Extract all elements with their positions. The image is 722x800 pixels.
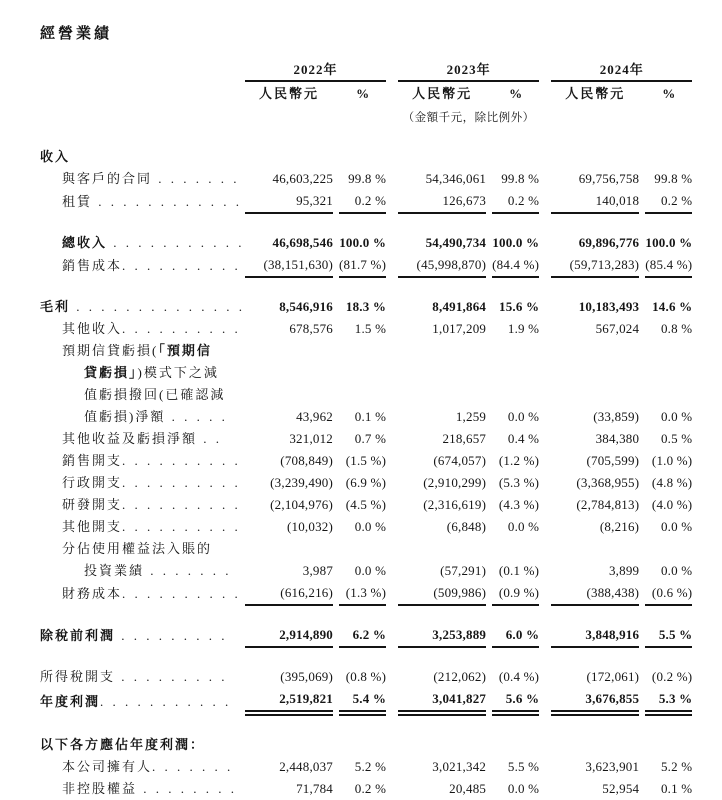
value-cell: 52,954 [602,781,640,796]
dot-leader: . . . . . . . . . . [122,586,241,601]
row-label [40,384,692,406]
value-cell: (38,151,630) [245,254,333,277]
label-text: 收入 [40,149,71,164]
group-gap [386,168,398,190]
label-text: 非控股權益 [62,781,138,796]
percent-cell: (0.8 %) [345,669,387,684]
label-text: 值虧損)淨額 [84,409,166,424]
spacer-row [40,128,692,146]
percent-cell: 15.6 % [499,299,540,314]
value-cell: (395,069) [280,669,334,684]
group-gap [539,406,551,428]
value-cell: (708,849) [280,453,334,468]
value-cell: (57,291) [440,563,487,578]
value-cell: (10,032) [287,519,334,534]
percent-cell: 0.0 % [507,781,540,796]
value-cell: (2,104,976) [270,497,334,512]
dot-leader: . . . . . . . . . [115,628,228,643]
row-label [40,318,245,340]
group-gap [539,494,551,516]
percent-cell: 99.8 % [501,171,540,186]
units-note: （金額千元，除比例外） [402,112,535,124]
table-row [40,516,692,538]
label-text: 其他收入 [62,321,123,336]
group-gap [386,756,398,778]
value-cell: 2,519,821 [245,688,333,713]
year-header-row [40,59,692,81]
percent-cell: (84.4 %) [492,254,539,277]
table-row [40,472,692,494]
value-cell: 10,183,493 [578,299,640,314]
value-cell: 678,576 [289,321,334,336]
label-text: 研發開支 [62,497,123,512]
group-gap [386,406,398,428]
percent-cell: (4.0 %) [651,497,693,512]
dot-leader: . . . . . . . . . . . . . . [70,299,246,314]
percent-cell: 0.7 % [354,431,387,446]
dot-leader: . . [197,431,223,446]
table-row [40,362,692,384]
row-label [40,516,245,538]
percent-cell: 5.4 % [339,688,386,713]
row-label [40,254,245,277]
percent-cell: (1.3 %) [339,582,386,605]
group-gap [539,428,551,450]
group-gap [386,778,398,800]
dot-leader: . . . . . . . . . . [122,497,241,512]
percent-cell: 6.0 % [492,624,539,647]
dot-leader: . . . . . . . . . [115,669,228,684]
row-label [40,340,692,362]
percent-cell: 14.6 % [652,299,693,314]
spacer-row [40,605,692,624]
group-gap [539,516,551,538]
percent-cell: 100.0 % [339,235,387,250]
table-row [40,146,692,168]
spacer-cell [40,128,692,146]
percent-cell: (6.9 %) [345,475,387,490]
dot-leader: . . . . . . . . . . [122,321,241,336]
label-text: 以下各方應佔年度利潤： [40,737,206,752]
label-text: 年度利潤 [40,694,101,709]
column-header-row [40,81,692,106]
table-row [40,494,692,516]
value-cell: 43,962 [296,409,334,424]
group-gap [539,666,551,688]
table-row [40,624,692,647]
percent-header-2024: % [662,86,676,101]
row-label [40,560,245,582]
group-gap [539,296,551,318]
value-cell: (59,713,283) [551,254,639,277]
label-text: 其他收益及虧損淨額 [62,431,198,446]
table-row [40,688,692,713]
value-cell: 321,012 [289,431,334,446]
value-cell: 8,546,916 [279,299,334,314]
table-row [40,734,692,756]
label-text: 毛利 [40,299,71,314]
percent-cell: 99.8 % [348,171,387,186]
value-cell: 3,899 [608,563,640,578]
value-cell: (705,599) [586,453,640,468]
percent-cell: (85.4 %) [645,254,692,277]
group-gap [386,688,398,713]
value-cell: 3,253,889 [398,624,486,647]
table-row [40,450,692,472]
row-label [40,232,245,254]
percent-cell: 5.3 % [645,688,692,713]
label-text: 分佔使用權益法入賬的 [62,541,213,556]
percent-cell: (0.6 %) [645,582,692,605]
group-gap [539,168,551,190]
label-text: 貸虧損」 [84,365,138,380]
value-cell: 3,676,855 [551,688,639,713]
percent-cell: (0.9 %) [492,582,539,605]
percent-cell: 100.0 % [492,235,540,250]
spacer-cell [40,605,692,624]
currency-header-2022: 人民幣元 [259,86,320,101]
table-row [40,340,692,362]
value-cell: 46,603,225 [272,171,334,186]
group-gap [386,624,398,647]
header-spacer [40,59,245,81]
spacer-row [40,713,692,734]
group-gap [539,624,551,647]
percent-cell: (4.8 %) [651,475,693,490]
value-cell: (6,848) [446,519,487,534]
percent-cell: 0.1 % [354,409,387,424]
group-gap [539,318,551,340]
table-row [40,384,692,406]
group-gap [386,516,398,538]
percent-cell: 5.6 % [492,688,539,713]
spacer-cell [40,213,692,232]
percent-cell: 5.5 % [645,624,692,647]
row-label [40,190,245,213]
table-row [40,168,692,190]
percent-cell: 5.5 % [507,759,540,774]
label-text: 租賃 [62,194,93,209]
group-gap [386,296,398,318]
percent-cell: 0.0 % [660,519,693,534]
percent-cell: 1.5 % [354,321,387,336]
value-cell: 8,491,864 [432,299,487,314]
row-label [40,472,245,494]
group-gap [539,582,551,605]
percent-cell: 0.2 % [492,190,539,213]
value-cell: 3,987 [302,563,334,578]
label-text: 「預期信 [158,343,212,358]
value-cell: 54,346,061 [425,171,487,186]
table-row [40,190,692,213]
value-cell: 71,784 [296,781,334,796]
row-label [40,494,245,516]
row-label [40,406,245,428]
value-cell: 20,485 [449,781,487,796]
year-header-2024: 2024年 [551,59,692,81]
table-row [40,254,692,277]
group-gap [386,318,398,340]
group-gap [386,666,398,688]
label-text: 行政開支 [62,475,123,490]
group-gap [386,494,398,516]
percent-cell: 0.8 % [660,321,693,336]
label-text: 本公司擁有人 [62,759,153,774]
group-gap [386,232,398,254]
table-row [40,232,692,254]
units-note-row [40,106,692,128]
percent-cell: 5.2 % [354,759,387,774]
row-label [40,428,245,450]
spacer-cell [40,713,692,734]
group-gap [386,560,398,582]
row-label [40,362,692,384]
value-cell: 69,756,758 [578,171,640,186]
value-cell: (2,910,299) [423,475,487,490]
dot-leader: . . . . . . . [152,171,240,186]
group-gap [539,560,551,582]
year-header-2023: 2023年 [398,59,539,81]
row-label [40,688,245,713]
dot-leader: . . . . . . . . [137,781,238,796]
spacer-cell [40,277,692,296]
label-text: 值虧損撥回(已確認減 [84,387,226,402]
dot-leader: . . . . . . . [152,759,234,774]
value-cell: (2,316,619) [423,497,487,512]
percent-cell: 0.0 % [507,409,540,424]
value-cell: 69,896,776 [578,235,640,250]
value-cell: (33,859) [593,409,640,424]
dot-leader: . . . . . . . . . . . . [92,194,243,209]
dot-leader: . . . . . . . . . . [122,258,241,273]
label-text: 預期信貸虧損( [62,343,159,358]
value-cell: 2,914,890 [245,624,333,647]
percent-cell: 100.0 % [645,235,693,250]
table-row [40,428,692,450]
percent-cell: (1.5 %) [345,453,387,468]
percent-cell: 0.4 % [507,431,540,446]
value-cell: 54,490,734 [425,235,487,250]
label-text: 銷售成本 [62,258,123,273]
percent-cell: 0.1 % [660,781,693,796]
label-text: 與客戶的合同 [62,171,153,186]
value-cell: 567,024 [595,321,640,336]
group-gap [386,450,398,472]
value-cell: 95,321 [245,190,333,213]
group-gap [539,254,551,277]
row-label [40,296,245,318]
table-row [40,756,692,778]
table-row [40,406,692,428]
percent-cell: (0.2 %) [651,669,693,684]
percent-cell: 0.0 % [660,563,693,578]
percent-cell: 0.0 % [660,409,693,424]
value-cell: 46,698,546 [272,235,334,250]
percent-cell: (5.3 %) [498,475,540,490]
row-label [40,450,245,472]
table-row [40,296,692,318]
percent-cell: 0.0 % [354,519,387,534]
percent-cell: 0.0 % [354,563,387,578]
percent-cell: (0.4 %) [498,669,540,684]
group-gap [539,688,551,713]
label-text: 除稅前利潤 [40,628,116,643]
currency-header-2024: 人民幣元 [565,86,626,101]
dot-leader: . . . . . [165,409,228,424]
dot-leader: . . . . . . . . . . [122,475,241,490]
value-cell: 3,848,916 [551,624,639,647]
group-gap [539,756,551,778]
value-cell: (3,239,490) [270,475,334,490]
table-row [40,778,692,800]
percent-cell: (1.0 %) [651,453,693,468]
percent-cell: 0.2 % [354,781,387,796]
group-gap [386,472,398,494]
spacer-row [40,277,692,296]
section-label [40,734,692,756]
percent-header-2023: % [509,86,523,101]
percent-cell: (4.3 %) [498,497,540,512]
value-cell: (45,998,870) [398,254,486,277]
group-gap [386,254,398,277]
percent-header-2022: % [356,86,370,101]
value-cell: 2,448,037 [279,759,334,774]
group-gap [539,450,551,472]
value-cell: (2,784,813) [576,497,640,512]
value-cell: (8,216) [599,519,640,534]
currency-header-2023: 人民幣元 [412,86,473,101]
percent-cell: 0.0 % [507,519,540,534]
value-cell: (212,062) [433,669,487,684]
percent-cell: 99.8 % [654,171,693,186]
percent-cell: 0.5 % [660,431,693,446]
value-cell: 1,259 [455,409,487,424]
percent-cell: 5.2 % [660,759,693,774]
label-text: 其他開支 [62,519,123,534]
row-label [40,168,245,190]
percent-cell: (0.1 %) [498,563,540,578]
table-row [40,538,692,560]
value-cell: 140,018 [551,190,639,213]
page-title: 經營業績 [40,26,113,42]
value-cell: 126,673 [398,190,486,213]
row-label [40,666,245,688]
dot-leader: . . . . . . . . . . . [107,235,245,250]
section-label [40,146,692,168]
spacer-row [40,213,692,232]
group-gap [386,190,398,213]
value-cell: (3,368,955) [576,475,640,490]
table-row [40,560,692,582]
percent-cell: 18.3 % [345,299,387,314]
value-cell: (674,057) [433,453,487,468]
spacer-cell [40,647,692,666]
group-gap [539,472,551,494]
value-cell: 3,041,827 [398,688,486,713]
value-cell: (388,438) [551,582,639,605]
percent-cell: (4.5 %) [345,497,387,512]
spacer-row [40,647,692,666]
label-text: 銷售開支 [62,453,123,468]
label-text: 總收入 [62,235,108,250]
group-gap [386,428,398,450]
year-header-2022: 2022年 [245,59,386,81]
group-gap [539,190,551,213]
row-label [40,624,245,647]
dot-leader: . . . . . . . . . . [122,453,241,468]
value-cell: 3,021,342 [432,759,487,774]
value-cell: 3,623,901 [585,759,640,774]
table-row [40,582,692,605]
label-text: )模式下之減 [137,365,219,380]
value-cell: (172,061) [586,669,640,684]
percent-cell: 0.2 % [339,190,386,213]
dot-leader: . . . . . . . . . . [122,519,241,534]
dot-leader: . . . . . . . [144,563,232,578]
percent-cell: (1.2 %) [498,453,540,468]
dot-leader: . . . . . . . . . . . [100,694,232,709]
table-row [40,318,692,340]
value-cell: 384,380 [595,431,640,446]
group-gap [539,778,551,800]
percent-cell: 1.9 % [507,321,540,336]
group-gap [539,232,551,254]
percent-cell: (81.7 %) [339,254,386,277]
value-cell: (616,216) [245,582,333,605]
percent-cell: 6.2 % [339,624,386,647]
row-label [40,538,692,560]
value-cell: (509,986) [398,582,486,605]
row-label [40,778,245,800]
label-text: 所得稅開支 [40,669,116,684]
label-text: 財務成本 [62,586,123,601]
label-text: 投資業績 [84,563,145,578]
group-gap [386,582,398,605]
value-cell: 218,657 [442,431,487,446]
table-row [40,666,692,688]
row-label [40,582,245,605]
value-cell: 1,017,209 [432,321,487,336]
operating-results-table [40,59,692,800]
row-label [40,756,245,778]
percent-cell: 0.2 % [645,190,692,213]
